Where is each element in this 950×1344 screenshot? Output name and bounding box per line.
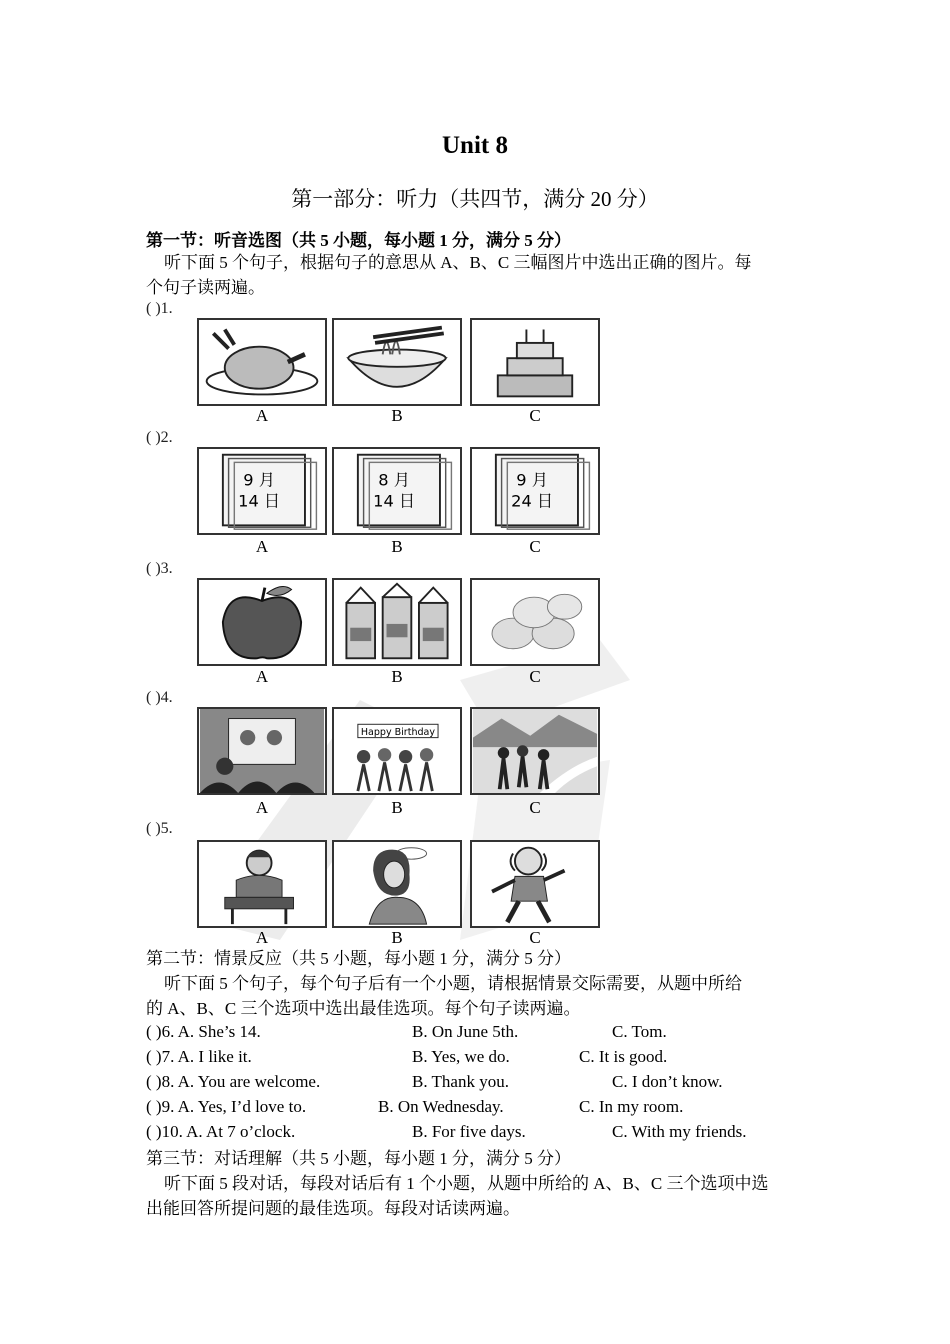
q2-b-day: 14 日 xyxy=(373,491,416,511)
q2-label-a: A xyxy=(255,537,269,556)
q5-label-b: B xyxy=(391,928,403,947)
q2-c-day: 24 日 xyxy=(511,491,554,511)
q1-label-c: C xyxy=(529,406,541,425)
q9-option-c: C. In my room. xyxy=(579,1097,684,1116)
q8-option-a: ( )8. A. You are welcome. xyxy=(146,1072,321,1091)
q7-option-c: C. It is good. xyxy=(579,1047,668,1066)
q5-option-c-old-man-image[interactable] xyxy=(470,840,600,928)
section1-instruction-line2: 个句子读两遍。 xyxy=(146,278,265,297)
section3-instruction-line2: 出能回答所提问题的最佳选项。每段对话读两遍。 xyxy=(146,1199,520,1218)
q4-label-a: A xyxy=(255,798,269,817)
part-title: 第一部分：听力（共四节，满分 20 分） xyxy=(291,187,659,211)
q3-label-a: A xyxy=(255,667,269,686)
section2-instruction-line1: 听下面 5 个句子，每个句子后有一个小题，请根据情景交际需要，从题中所给 xyxy=(164,974,742,993)
q5-label-a: A xyxy=(255,928,269,947)
q10-option-c: C. With my friends. xyxy=(612,1122,747,1141)
q2-option-c-calendar-image[interactable] xyxy=(470,447,600,535)
q1-option-a-roast-chicken-image[interactable] xyxy=(197,318,327,406)
question-1-number: ( )1. xyxy=(146,300,173,317)
page-title: Unit 8 xyxy=(442,132,508,159)
q3-option-b-milk-cartons-image[interactable] xyxy=(332,578,462,666)
q2-option-a-calendar-image[interactable] xyxy=(197,447,327,535)
q4-b-banner-text: Happy Birthday xyxy=(360,726,436,738)
q1-option-c-birthday-cake-image[interactable] xyxy=(470,318,600,406)
section3-instruction-line1: 听下面 5 段对话，每段对话后有 1 个小题，从题中所给的 A、B、C 三个选项中选 xyxy=(164,1174,769,1193)
q5-label-c: C xyxy=(529,928,541,947)
q3-label-c: C xyxy=(529,667,541,686)
q1-label-b: B xyxy=(391,406,403,425)
q2-option-b-calendar-image[interactable] xyxy=(332,447,462,535)
q9-option-a: ( )9. A. Yes, I’d love to. xyxy=(146,1097,307,1116)
q2-b-month: 8 月 xyxy=(378,470,410,490)
question-4-number: ( )4. xyxy=(146,689,173,706)
q4-option-b-birthday-party-image[interactable] xyxy=(332,707,462,795)
q4-label-b: B xyxy=(391,798,403,817)
q1-label-a: A xyxy=(255,406,269,425)
q6-option-c: C. Tom. xyxy=(612,1022,667,1041)
q3-option-c-eggs-image[interactable] xyxy=(470,578,600,666)
q4-option-c-hiking-image[interactable] xyxy=(470,707,600,795)
q7-option-b: B. Yes, we do. xyxy=(412,1047,510,1066)
q8-option-c: C. I don’t know. xyxy=(612,1072,723,1091)
q2-a-month: 9 月 xyxy=(243,470,275,490)
q2-label-b: B xyxy=(391,537,403,556)
question-5-number: ( )5. xyxy=(146,820,173,837)
q2-a-day: 14 日 xyxy=(238,491,281,511)
q1-option-b-noodles-image[interactable] xyxy=(332,318,462,406)
section1-heading: 第一节：听音选图（共 5 小题，每小题 1 分，满分 5 分） xyxy=(146,231,571,250)
section3-heading: 第三节：对话理解（共 5 小题，每小题 1 分，满分 5 分） xyxy=(146,1149,571,1168)
q7-option-a: ( )7. A. I like it. xyxy=(146,1047,252,1066)
question-2-number: ( )2. xyxy=(146,429,173,446)
question-3-number: ( )3. xyxy=(146,560,173,577)
q6-option-b: B. On June 5th. xyxy=(412,1022,519,1041)
q3-option-a-apple-image[interactable] xyxy=(197,578,327,666)
q6-option-a: ( )6. A. She’s 14. xyxy=(146,1022,261,1041)
section1-instruction-line1: 听下面 5 个句子，根据句子的意思从 A、B、C 三幅图片中选出正确的图片。每 xyxy=(164,253,752,272)
section2-heading: 第二节：情景反应（共 5 小题，每小题 1 分，满分 5 分） xyxy=(146,949,571,968)
q3-label-b: B xyxy=(391,667,403,686)
q2-label-c: C xyxy=(529,537,541,556)
q8-option-b: B. Thank you. xyxy=(412,1072,509,1091)
q9-option-b: B. On Wednesday. xyxy=(378,1097,504,1116)
q4-option-a-cinema-image[interactable] xyxy=(197,707,327,795)
q10-option-b: B. For five days. xyxy=(412,1122,526,1141)
q5-option-a-boy-at-desk-image[interactable] xyxy=(197,840,327,928)
q10-option-a: ( )10. A. At 7 o’clock. xyxy=(146,1122,296,1141)
q2-c-month: 9 月 xyxy=(516,470,548,490)
section2-instruction-line2: 的 A、B、C 三个选项中选出最佳选项。每个句子读两遍。 xyxy=(146,999,581,1018)
q4-label-c: C xyxy=(529,798,541,817)
q5-option-b-thinking-woman-image[interactable] xyxy=(332,840,462,928)
